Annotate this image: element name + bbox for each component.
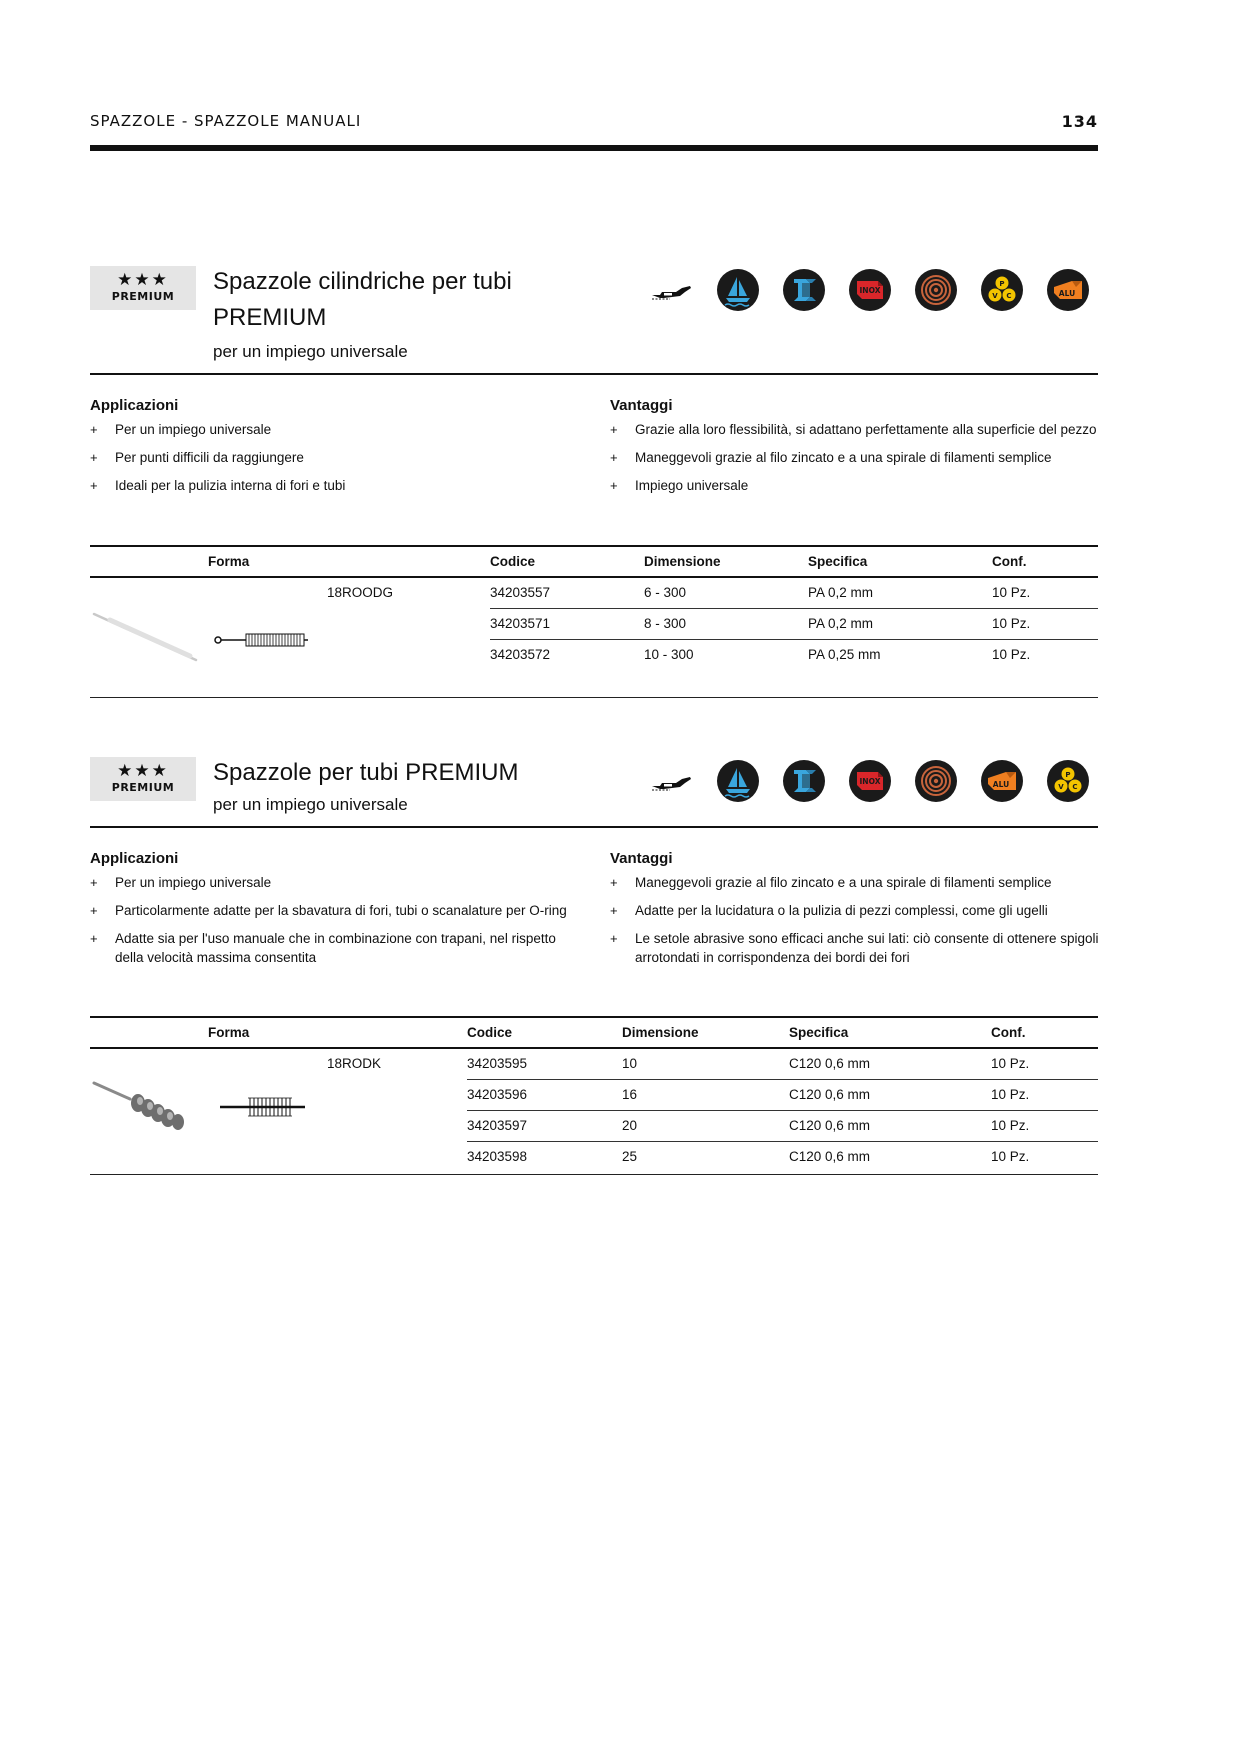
section-divider	[90, 373, 1098, 375]
boat-marine-icon	[716, 268, 760, 312]
plus-icon: +	[610, 450, 618, 465]
cell-codice: 34203571	[490, 616, 551, 631]
inox-icon	[848, 268, 892, 312]
page-header	[90, 112, 1098, 152]
column-header-codice: Codice	[467, 1025, 513, 1040]
product-table	[90, 1016, 1098, 1164]
header-divider	[90, 145, 1098, 151]
cell-conf: 10 Pz.	[992, 585, 1031, 600]
cell-codice: 34203572	[490, 647, 551, 662]
product-section-1	[90, 266, 1098, 706]
list-item: + Grazie alla loro flessibilità, si adattano perfettamente alla superficie del pezzo	[610, 422, 1097, 437]
badge-stars: ★★★	[117, 270, 169, 290]
column-header-specifica: Specifica	[808, 554, 868, 569]
table-row	[490, 578, 1098, 609]
svg-text:C: C	[1006, 292, 1012, 300]
plus-icon: +	[90, 422, 98, 437]
cell-specifica: PA 0,2 mm	[808, 585, 874, 600]
premium-badge	[90, 757, 196, 801]
badge-stars: ★★★	[117, 761, 169, 781]
advantages-heading: Vantaggi	[610, 850, 673, 867]
table-bottom-rule	[90, 1174, 1098, 1175]
table-row	[467, 1142, 1098, 1173]
cell-dimensione: 20	[622, 1118, 638, 1133]
hand-tool-icon	[650, 268, 694, 312]
steel-beam-icon	[782, 268, 826, 312]
plus-icon: +	[90, 931, 98, 946]
section-subtitle: per un impiego universale	[213, 342, 408, 361]
page-number: 134	[1061, 112, 1098, 131]
applications-column	[90, 397, 580, 504]
table-row	[490, 609, 1098, 640]
table-bottom-rule	[90, 697, 1098, 698]
cell-codice: 34203557	[490, 585, 551, 600]
pvc-icon	[980, 268, 1024, 312]
cell-conf: 10 Pz.	[991, 1056, 1030, 1071]
material-icons	[650, 268, 1098, 312]
section-title: Spazzole cilindriche per tubi PREMIUM	[213, 268, 512, 331]
product-drawing	[220, 1095, 305, 1119]
alu-icon	[1046, 268, 1090, 312]
model-code: 18RODK	[327, 1056, 382, 1071]
plus-icon: +	[610, 422, 618, 437]
wood-icon	[914, 759, 958, 803]
badge-label: PREMIUM	[111, 781, 175, 794]
steel-beam-icon	[782, 759, 826, 803]
svg-text:V: V	[992, 292, 998, 300]
plus-icon: +	[90, 478, 98, 493]
cell-specifica: C120 0,6 mm	[789, 1149, 871, 1164]
header-title: SPAZZOLE - SPAZZOLE MANUALI	[90, 112, 362, 130]
list-item: + Adatte per la lucidatura o la pulizia di pezzi complessi, come gli ugelli	[610, 903, 1048, 918]
section-title: Spazzole per tubi PREMIUM	[213, 759, 519, 786]
boat-marine-icon	[716, 759, 760, 803]
table-header	[90, 547, 1098, 578]
product-table	[90, 545, 1098, 662]
product-photo	[90, 608, 200, 664]
cell-conf: 10 Pz.	[992, 616, 1031, 631]
cell-codice: 34203597	[467, 1118, 528, 1133]
list-item: + Per punti difficili da raggiungere	[90, 450, 304, 465]
cell-specifica: C120 0,6 mm	[789, 1118, 871, 1133]
list-item: + Le setole abrasive sono efficaci anche sui lati: ciò consente di ottenere spigoli arrotondati in corrispondenza dei bordi dei fori	[610, 931, 1099, 965]
column-header-forma: Forma	[208, 554, 250, 569]
plus-icon: +	[610, 478, 618, 493]
plus-icon: +	[90, 875, 98, 890]
cell-conf: 10 Pz.	[991, 1118, 1030, 1133]
section-subtitle: per un impiego universale	[213, 795, 408, 814]
advantages-column	[610, 850, 1100, 976]
table-header	[90, 1018, 1098, 1049]
applications-heading: Applicazioni	[90, 397, 179, 414]
cell-conf: 10 Pz.	[991, 1149, 1030, 1164]
cell-specifica: C120 0,6 mm	[789, 1087, 871, 1102]
premium-badge	[90, 266, 196, 310]
applications-heading: Applicazioni	[90, 850, 179, 867]
plus-icon: +	[610, 875, 618, 890]
cell-codice: 34203595	[467, 1056, 528, 1071]
alu-icon	[980, 759, 1024, 803]
cell-dimensione: 25	[622, 1149, 638, 1164]
section-divider	[90, 826, 1098, 828]
svg-text:P: P	[1065, 771, 1071, 779]
table-row	[467, 1111, 1098, 1142]
cell-specifica: PA 0,25 mm	[808, 647, 881, 662]
svg-text:INOX: INOX	[859, 777, 881, 786]
plus-icon: +	[610, 903, 618, 918]
cell-specifica: PA 0,2 mm	[808, 616, 874, 631]
column-header-codice: Codice	[490, 554, 536, 569]
wood-icon	[914, 268, 958, 312]
cell-dimensione: 8 - 300	[644, 616, 687, 631]
material-icons	[650, 759, 1098, 803]
column-header-conf: Conf.	[991, 1025, 1026, 1040]
cell-conf: 10 Pz.	[991, 1087, 1030, 1102]
cell-dimensione: 6 - 300	[644, 585, 687, 600]
table-row	[467, 1049, 1098, 1080]
list-item: + Adatte sia per l'uso manuale che in combinazione con trapani, nel rispetto della velocità massima consentita	[90, 931, 556, 965]
badge-label: PREMIUM	[111, 290, 175, 303]
cell-codice: 34203596	[467, 1087, 528, 1102]
cell-dimensione: 16	[622, 1087, 638, 1102]
cell-specifica: C120 0,6 mm	[789, 1056, 871, 1071]
cell-conf: 10 Pz.	[992, 647, 1031, 662]
column-header-dimensione: Dimensione	[622, 1025, 699, 1040]
svg-text:INOX: INOX	[859, 286, 881, 295]
pvc-icon	[1046, 759, 1090, 803]
product-section-2	[90, 757, 1098, 1177]
list-item: + Per un impiego universale	[90, 422, 272, 437]
list-item: + Particolarmente adatte per la sbavatura di fori, tubi o scanalature per O-ring	[90, 903, 567, 918]
plus-icon: +	[90, 450, 98, 465]
list-item: + Ideali per la pulizia interna di fori e tubi	[90, 478, 346, 493]
table-row	[490, 640, 1098, 671]
advantages-heading: Vantaggi	[610, 397, 673, 414]
plus-icon: +	[90, 903, 98, 918]
svg-text:V: V	[1058, 783, 1064, 791]
svg-text:ALU: ALU	[992, 780, 1010, 789]
table-row	[467, 1080, 1098, 1111]
column-header-dimensione: Dimensione	[644, 554, 721, 569]
column-header-conf: Conf.	[992, 554, 1027, 569]
inox-icon	[848, 759, 892, 803]
product-drawing	[214, 632, 309, 648]
list-item: + Per un impiego universale	[90, 875, 272, 890]
advantages-column	[610, 397, 1100, 504]
column-header-forma: Forma	[208, 1025, 250, 1040]
svg-text:P: P	[999, 280, 1005, 288]
list-item: + Maneggevoli grazie al filo zincato e a una spirale di filamenti semplice	[610, 450, 1052, 465]
cell-codice: 34203598	[467, 1149, 528, 1164]
list-item: + Maneggevoli grazie al filo zincato e a una spirale di filamenti semplice	[610, 875, 1052, 890]
hand-tool-icon	[650, 759, 694, 803]
column-header-specifica: Specifica	[789, 1025, 849, 1040]
model-code: 18ROODG	[327, 585, 394, 600]
cell-dimensione: 10 - 300	[644, 647, 694, 662]
cell-dimensione: 10	[622, 1056, 638, 1071]
plus-icon: +	[610, 931, 618, 946]
product-photo	[90, 1075, 200, 1135]
applications-column	[90, 850, 580, 976]
svg-text:C: C	[1072, 783, 1078, 791]
svg-text:ALU: ALU	[1058, 289, 1076, 298]
list-item: + Impiego universale	[610, 478, 749, 493]
